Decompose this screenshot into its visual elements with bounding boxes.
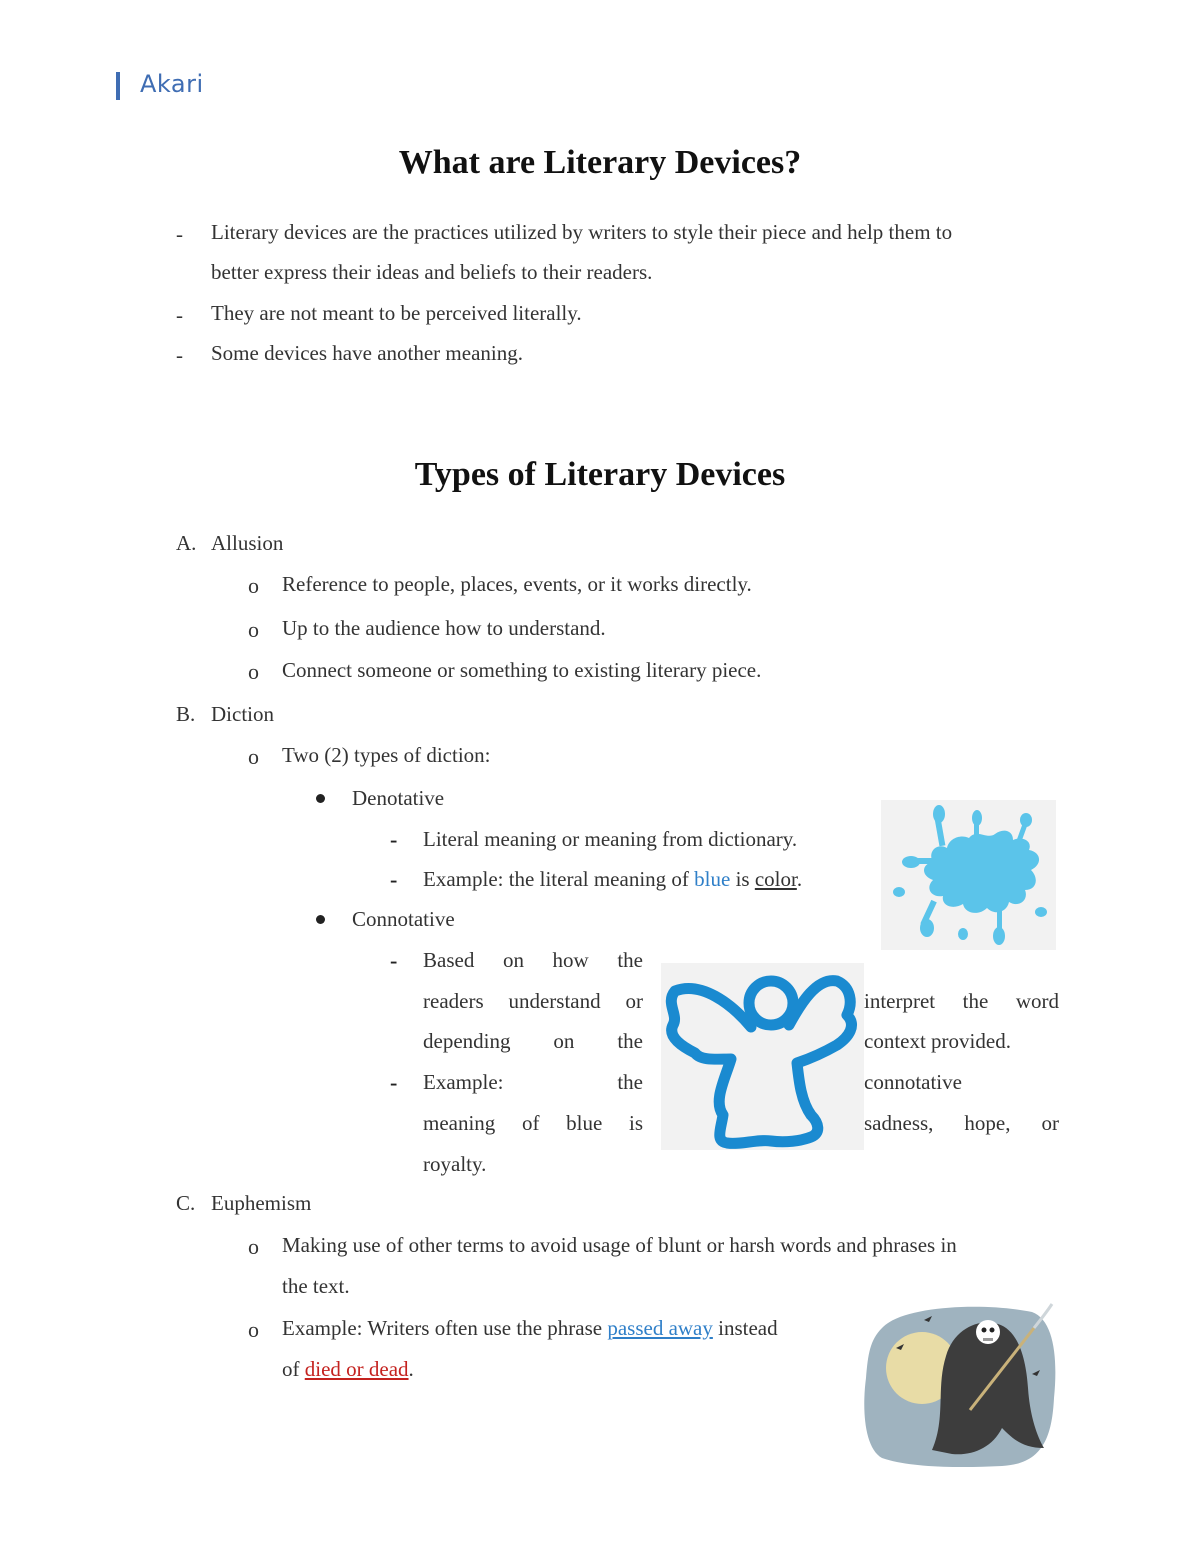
word: the [617,1029,643,1053]
died-or-dead-text: died or dead [304,1357,409,1381]
section-title-what: What are Literary Devices? [398,144,802,181]
example-text: is [730,867,755,891]
circle-marker: o [248,1317,259,1342]
connotative-right-line [864,1113,1059,1134]
list-item: Making use of other terms to avoid usage of blunt or harsh words and phrases in [282,1233,957,1257]
bullet-text: Some devices have another meaning. [211,341,523,365]
connotative-right-line [864,991,1059,1012]
example-text: Example: Writers often use the phrase [282,1316,608,1340]
list-item: Literal meaning or meaning from dictionary. [423,827,798,851]
word: on [553,1029,575,1053]
circle-marker: o [248,573,259,598]
example-text: . [796,867,803,891]
header-accent-bar [116,72,120,100]
word: sadness, [864,1111,934,1135]
bullet-text: They are not meant to be perceived literally. [211,301,582,325]
circle-marker: o [248,744,259,769]
angel-outline-image [661,963,864,1150]
word: royalty. [423,1152,487,1176]
connotative-left-line [423,950,643,971]
word: context provided. [864,1029,1011,1053]
dash-marker: - [390,948,398,973]
word: is [628,1111,643,1135]
word: of [521,1111,540,1135]
list-marker: C. [176,1191,196,1215]
list-item [423,869,802,890]
circle-marker: o [248,1234,259,1259]
list-item: the text. [282,1274,350,1298]
list-marker: B. [176,702,196,726]
bullet-text: Literary devices are the practices utilized by writers to style their piece and help them to [211,220,953,244]
word: meaning [423,1111,496,1135]
word: readers [423,989,484,1013]
example-text: Example: the literal meaning of [423,867,695,891]
list-item: Connect someone or something to existing literary piece. [282,658,762,682]
connotative-left-line [423,1154,486,1175]
connotative-right-line [864,1072,962,1093]
word: blue [566,1111,603,1135]
list-item: Two (2) types of diction: [282,743,491,767]
list-item [282,1318,778,1339]
list-marker: A. [176,531,197,555]
dash-marker: - [390,827,398,852]
example-text: instead [712,1316,778,1340]
word: Example: [423,1070,504,1094]
bullet-marker: - [176,303,183,327]
example-text: . [408,1357,414,1381]
word: on [502,948,524,972]
list-item-label: Diction [211,702,274,726]
word: depending [423,1029,511,1053]
example-text: of [282,1357,305,1381]
blue-word: blue [694,867,731,891]
word: interpret [864,989,936,1013]
list-item-label: Denotative [352,786,445,810]
list-item [282,1359,414,1380]
connotative-left-line [423,991,643,1012]
connotative-left-line [423,1031,643,1052]
header-author-name: Akari [140,70,204,98]
word: or [1041,1111,1059,1135]
bullet-marker: - [176,343,183,367]
connotative-left-line [423,1072,643,1093]
word: word [1015,989,1059,1013]
list-item: Up to the audience how to understand. [282,616,606,640]
circle-marker: o [248,617,259,642]
word: Based [423,948,475,972]
word: the [617,948,643,972]
color-word: color [754,867,797,891]
circle-marker: o [248,659,259,684]
section-title-types: Types of Literary Devices [414,456,786,493]
connotative-right-line [864,1031,1011,1052]
word: connotative [864,1070,962,1094]
word: hope, [964,1111,1011,1135]
list-item-label: Connotative [352,907,455,931]
bullet-text: better express their ideas and beliefs to their readers. [211,260,653,284]
paint-splash-image [881,800,1056,950]
bullet-marker: - [176,222,183,246]
list-item: Reference to people, places, events, or it works directly. [282,572,752,596]
dash-marker: - [390,867,398,892]
list-item-label: Allusion [211,531,284,555]
dash-marker: - [390,1070,398,1095]
word: or [625,989,643,1013]
bullet-dot [316,915,325,924]
grim-reaper-image [862,1298,1060,1468]
word: the [617,1070,643,1094]
list-item-label: Euphemism [211,1191,312,1215]
connotative-left-line [423,1113,643,1134]
bullet-dot [316,794,325,803]
passed-away-link: passed away [607,1316,713,1340]
word: understand [508,989,601,1013]
word: the [962,989,989,1013]
word: how [552,948,589,972]
